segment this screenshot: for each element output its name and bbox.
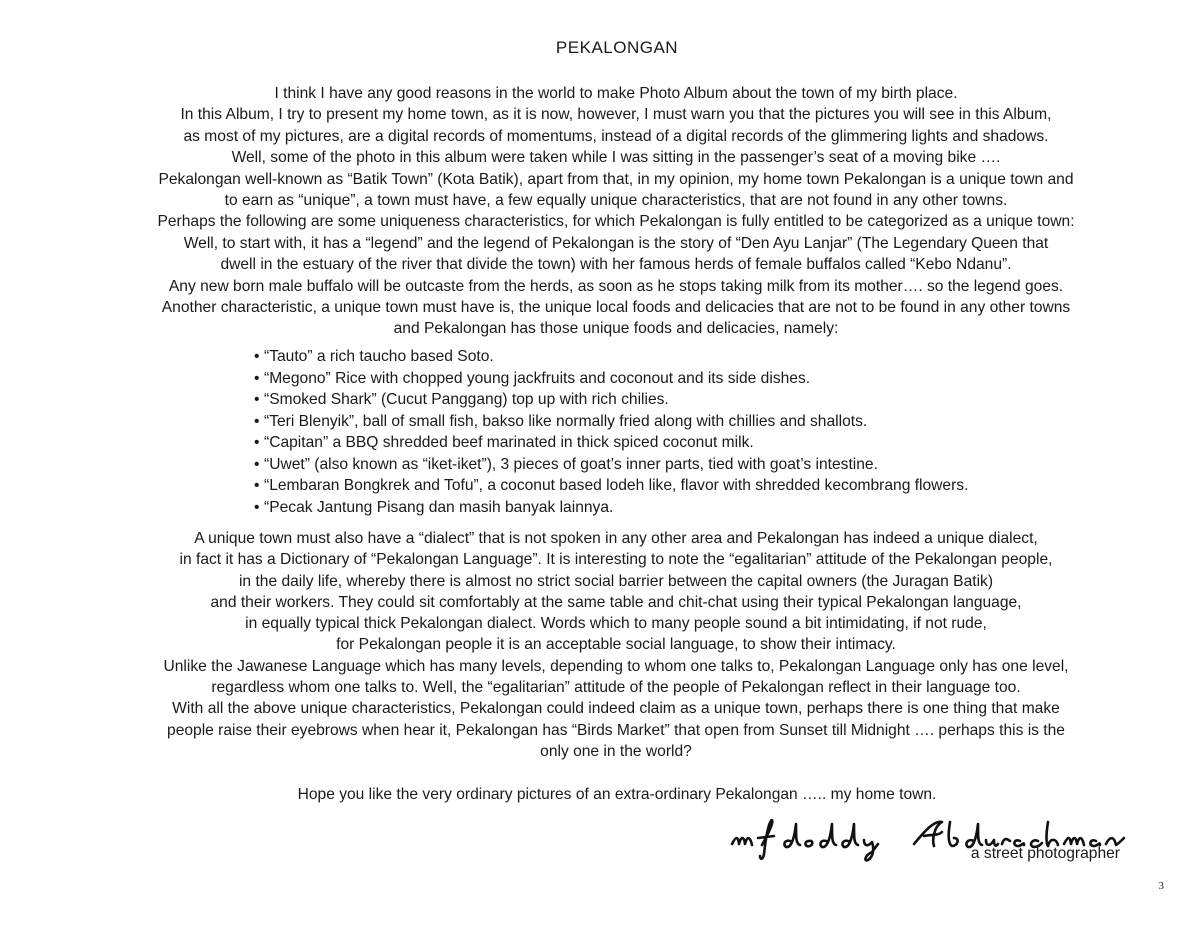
signature-role: a street photographer bbox=[970, 845, 1120, 862]
intro-paragraph bbox=[60, 83, 1172, 340]
intro-line: dwell in the estuary of the river that divide the town) with her famous herds of female buffalos called “Kebo Ndanu”. bbox=[220, 256, 1012, 274]
closing-line: Hope you like the very ordinary pictures of an extra-ordinary Pekalongan ….. my home town. bbox=[297, 786, 937, 803]
dialect-line: A unique town must also have a “dialect” that is not spoken in any other area and Pekalongan has indeed a unique dialect, bbox=[194, 530, 1038, 547]
list-item bbox=[254, 368, 1114, 390]
bullet-icon: • bbox=[254, 348, 260, 365]
list-item bbox=[254, 475, 1114, 497]
food-item-text: “Lembaran Bongkrek and Tofu”, a coconut based lodeh like, flavor with shredded kecombrang flowers. bbox=[264, 477, 969, 494]
bullet-icon: • bbox=[254, 455, 260, 473]
list-item bbox=[254, 346, 1114, 368]
intro-line: as most of my pictures, are a digital records of momentums, instead of a digital records of the glimmering lights and shadows. bbox=[183, 127, 1049, 145]
dialect-line: in fact it has a Dictionary of “Pekalongan Language”. It is interesting to note the “egalitarian” attitude of the Pekalongan people, bbox=[179, 551, 1053, 569]
dialect-line: only one in the world? bbox=[540, 742, 692, 760]
food-item-text: “Tauto” a rich taucho based Soto. bbox=[264, 348, 494, 365]
foods-list bbox=[254, 346, 1114, 518]
bullet-icon: • bbox=[254, 369, 260, 387]
list-item bbox=[254, 454, 1114, 476]
food-item-text: “Capitan” a BBQ shredded beef marinated in thick spiced coconut milk. bbox=[264, 434, 754, 451]
dialect-line: people raise their eyebrows when hear it, Pekalongan has “Birds Market” that open from Sunset till Midnight …. perhaps this is the bbox=[167, 721, 1065, 739]
dialect-paragraph bbox=[60, 528, 1172, 762]
dialect-line: With all the above unique characteristics, Pekalongan could indeed claim as a unique town, perhaps there is one thing that make bbox=[172, 700, 1060, 718]
intro-line: Perhaps the following are some uniqueness characteristics, for which Pekalongan is fully entitled to be categorized as a unique town: bbox=[157, 213, 1075, 231]
dialect-line: in the daily life, whereby there is almost no strict social barrier between the capital owners (the Juragan Batik) bbox=[238, 572, 994, 590]
intro-line: Another characteristic, a unique town must have is, the unique local foods and delicacies that are not to be found in any other towns bbox=[161, 299, 1071, 317]
bullet-icon: • bbox=[254, 477, 260, 494]
list-item bbox=[254, 389, 1114, 411]
intro-line: I think I have any good reasons in the world to make Photo Album about the town of my birth place. bbox=[274, 85, 958, 102]
dialect-line: for Pekalongan people it is an acceptable social language, to show their intimacy. bbox=[336, 636, 896, 654]
food-item-text: “Uwet” (also known as “iket-iket”), 3 pieces of goat’s inner parts, tied with goat’s intestine. bbox=[264, 455, 878, 473]
bullet-icon: • bbox=[254, 434, 260, 451]
dialect-line: in equally typical thick Pekalongan dialect. Words which to many people sound a bit intimidating, if not rude, bbox=[245, 615, 987, 633]
food-item-text: “Megono” Rice with chopped young jackfruits and coconout and its side dishes. bbox=[264, 369, 811, 387]
dialect-line: Unlike the Jawanese Language which has many levels, depending to whom one talks to, Pekalongan Language only has one level, bbox=[163, 657, 1069, 675]
food-item-text: “Teri Blenyik”, ball of small fish, bakso like normally fried along with chillies and shallots. bbox=[264, 412, 868, 430]
intro-line: Well, some of the photo in this album were taken while I was sitting in the passenger’s seat of a moving bike …. bbox=[231, 149, 1001, 167]
intro-line: Well, to start with, it has a “legend” and the legend of Pekalongan is the story of “Den Ayu Lanjar” (The Legendary Queen that bbox=[183, 234, 1049, 252]
bullet-icon: • bbox=[254, 498, 260, 516]
dialect-line: regardless whom one talks to. Well, the “egalitarian” attitude of the people of Pekalongan reflect in their language too. bbox=[211, 679, 1021, 697]
intro-line: Any new born male buffalo will be outcaste from the herds, as soon as he stops taking milk from its mother…. so the legend goes. bbox=[168, 277, 1064, 295]
intro-line: and Pekalongan has those unique foods and delicacies, namely: bbox=[393, 320, 839, 338]
list-item bbox=[254, 432, 1114, 454]
dialect-line: and their workers. They could sit comfortably at the same table and chit-chat using their typical Pekalongan language, bbox=[210, 593, 1022, 611]
bullet-icon: • bbox=[254, 391, 260, 408]
intro-line: In this Album, I try to present my home town, as it is now, however, I must warn you that the pictures you will see in this Album, bbox=[180, 106, 1052, 124]
page-number: 3 bbox=[1158, 880, 1164, 892]
food-item-text: “Pecak Jantung Pisang dan masih banyak lainnya. bbox=[264, 498, 614, 516]
intro-line: to earn as “unique”, a town must have, a few equally unique characteristics, that are not found in any other towns. bbox=[224, 192, 1008, 210]
intro-line: Pekalongan well-known as “Batik Town” (Kota Batik), apart from that, in my opinion, my home town Pekalongan is a unique town and bbox=[158, 170, 1074, 188]
list-item bbox=[254, 497, 1114, 519]
list-item bbox=[254, 411, 1114, 433]
food-item-text: “Smoked Shark” (Cucut Panggang) top up with rich chilies. bbox=[264, 391, 669, 408]
page-title: PEKALONGAN bbox=[555, 38, 679, 57]
bullet-icon: • bbox=[254, 412, 260, 430]
